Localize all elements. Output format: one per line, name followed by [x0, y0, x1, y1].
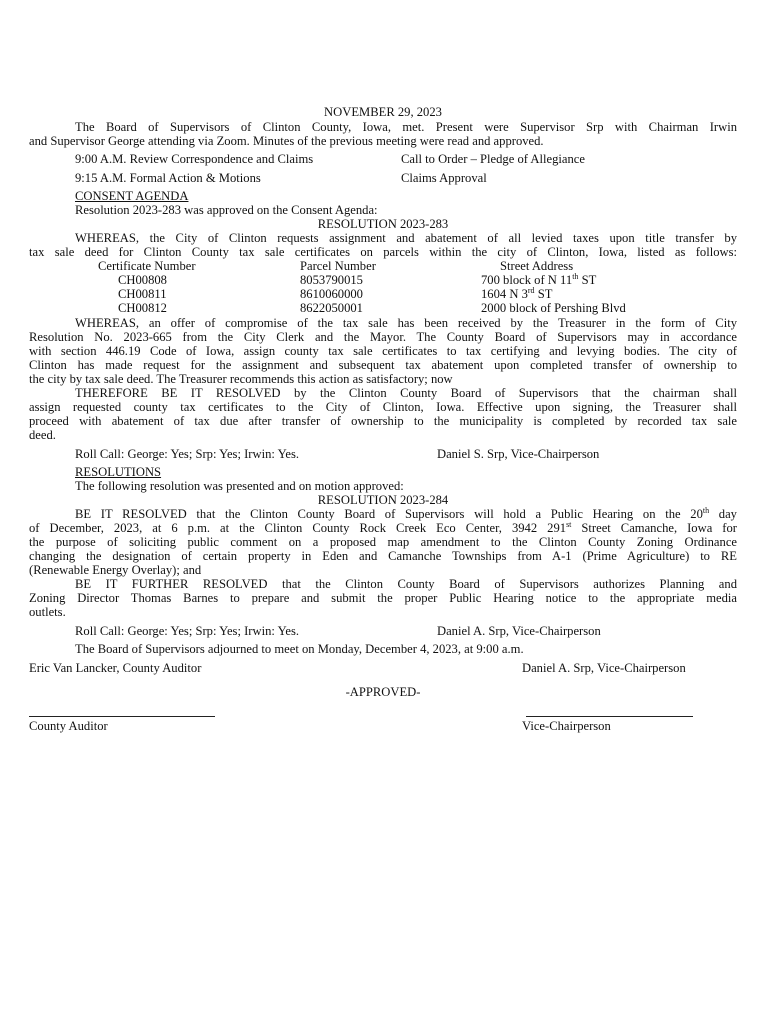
res2-ordinal: th — [702, 505, 710, 515]
agenda-time-2: 9:15 A.M. Formal Action & Motions — [75, 171, 261, 185]
address-text: 700 block of N 11 — [481, 273, 573, 287]
signature-line-auditor — [29, 716, 215, 717]
res2-para1-c: the purpose of soliciting public comment on a proposed map amendment to the Clinton County Zoning Ordinance — [29, 535, 737, 549]
address-suffix: ST — [534, 287, 553, 301]
resolution-1-title: RESOLUTION 2023-283 — [317, 217, 449, 231]
auditor-name: Eric Van Lancker, County Auditor — [29, 661, 202, 675]
table-cell-cert: CH00808 — [118, 273, 167, 287]
res2-para1-a — [75, 507, 737, 521]
res2-para2-b: Zoning Director Thomas Barnes to prepare and submit the proper Public Hearing notice to the appropriate media — [29, 591, 737, 605]
res1-therefore-c: proceed with abatement of tax due after transfer of ownership to the municipality is completed by recorded tax sale — [29, 414, 737, 428]
signer-2: Daniel A. Srp, Vice-Chairperson — [437, 624, 601, 638]
roll-call-1: Roll Call: George: Yes; Srp: Yes; Irwin: Yes. — [75, 447, 300, 461]
resolutions-heading: RESOLUTIONS — [75, 465, 162, 479]
signature-line-vice-chair — [526, 716, 693, 717]
intro-line-2: and Supervisor George attending via Zoom. Minutes of the previous meeting were read and approved. — [29, 134, 544, 148]
res2-text: BE IT RESOLVED that the Clinton County Board of Supervisors will hold a Public Hearing on the 20 — [75, 507, 703, 521]
res1-whereas-2b: Resolution No. 2023-665 from the City Clerk and the Mayor. The County Board of Supervisors may in accordance — [29, 330, 737, 344]
res2-text: of December, 2023, at 6 p.m. at the Clinton County Rock Creek Eco Center, 3942 291 — [29, 521, 567, 535]
signer-1: Daniel S. Srp, Vice-Chairperson — [437, 447, 600, 461]
agenda-item-1: Call to Order – Pledge of Allegiance — [401, 152, 585, 166]
address-text: 1604 N 3 — [481, 287, 528, 301]
approved-label: -APPROVED- — [345, 685, 421, 699]
res2-text-end: day — [709, 507, 737, 521]
res1-whereas-2c: with section 446.19 Code of Iowa, assign county tax sale certificates to tax certifying and levying bodies. The city of — [29, 344, 737, 358]
vice-chair-name: Daniel A. Srp, Vice-Chairperson — [522, 661, 686, 675]
intro-line-1: The Board of Supervisors of Clinton County, Iowa, met. Present were Supervisor Srp with Chairman Irwin — [75, 120, 737, 134]
table-cell-address — [481, 287, 552, 301]
table-header-address: Street Address — [500, 259, 574, 273]
adjourn-line: The Board of Supervisors adjourned to meet on Monday, December 4, 2023, at 9:00 a.m. — [75, 642, 524, 656]
res1-whereas-2e: the city by tax sale deed. The Treasurer recommends this action as satisfactory; now — [29, 372, 453, 386]
address-ordinal: th — [572, 271, 579, 281]
res1-whereas-2a: WHEREAS, an offer of compromise of the tax sale has been received by the Treasurer in the form of City — [75, 316, 737, 330]
address-ordinal: rd — [527, 285, 535, 295]
res2-para1-e: (Renewable Energy Overlay); and — [29, 563, 202, 577]
res2-ordinal: st — [566, 519, 572, 529]
agenda-item-2: Claims Approval — [401, 171, 487, 185]
agenda-time-1: 9:00 A.M. Review Correspondence and Claims — [75, 152, 314, 166]
consent-agenda-line: Resolution 2023-283 was approved on the Consent Agenda: — [75, 203, 378, 217]
table-cell-address — [481, 273, 596, 287]
table-cell-parcel: 8610060000 — [300, 287, 363, 301]
address-suffix: ST — [578, 273, 597, 287]
res2-para1-b — [29, 521, 737, 535]
res2-para2-a: BE IT FURTHER RESOLVED that the Clinton County Board of Supervisors authorizes Planning and — [75, 577, 737, 591]
res1-whereas-1b: tax sale deed for Clinton County tax sale certificates on parcels within the city of Clinton, Iowa, listed as follows: — [29, 245, 737, 259]
address-text: 2000 block of Pershing Blvd — [481, 301, 626, 315]
consent-agenda-heading: CONSENT AGENDA — [75, 189, 189, 203]
roll-call-2: Roll Call: George: Yes; Srp: Yes; Irwin: Yes. — [75, 624, 300, 638]
table-cell-address — [481, 301, 626, 315]
vice-chairperson-label: Vice-Chairperson — [522, 719, 611, 733]
res2-text-end: Street Camanche, Iowa for — [571, 521, 737, 535]
table-cell-cert: CH00811 — [118, 287, 167, 301]
meeting-date: NOVEMBER 29, 2023 — [324, 105, 442, 119]
table-header-parcel: Parcel Number — [300, 259, 376, 273]
county-auditor-label: County Auditor — [29, 719, 108, 733]
res2-para1-d: changing the designation of certain property in Eden and Camanche Townships from A-1 (Prime Agriculture) to RE — [29, 549, 737, 563]
table-cell-cert: CH00812 — [118, 301, 167, 315]
table-cell-parcel: 8622050001 — [300, 301, 363, 315]
res1-therefore-b: assign requested county tax certificates to the City of Clinton, Iowa. Effective upon signing, the Treasurer shall — [29, 400, 737, 414]
res1-whereas-1a: WHEREAS, the City of Clinton requests assignment and abatement of all levied taxes upon title transfer by — [75, 231, 737, 245]
res1-therefore-a: THEREFORE BE IT RESOLVED by the Clinton County Board of Supervisors that the chairman shall — [75, 386, 737, 400]
res1-therefore-d: deed. — [29, 428, 56, 442]
table-header-certificate: Certificate Number — [98, 259, 196, 273]
res1-whereas-2d: Clinton has made request for the assignment and subsequent tax abatement upon completed transfer of ownership to — [29, 358, 737, 372]
table-cell-parcel: 8053790015 — [300, 273, 363, 287]
res2-para2-c: outlets. — [29, 605, 66, 619]
resolution-2-title: RESOLUTION 2023-284 — [317, 493, 449, 507]
resolutions-line: The following resolution was presented and on motion approved: — [75, 479, 404, 493]
